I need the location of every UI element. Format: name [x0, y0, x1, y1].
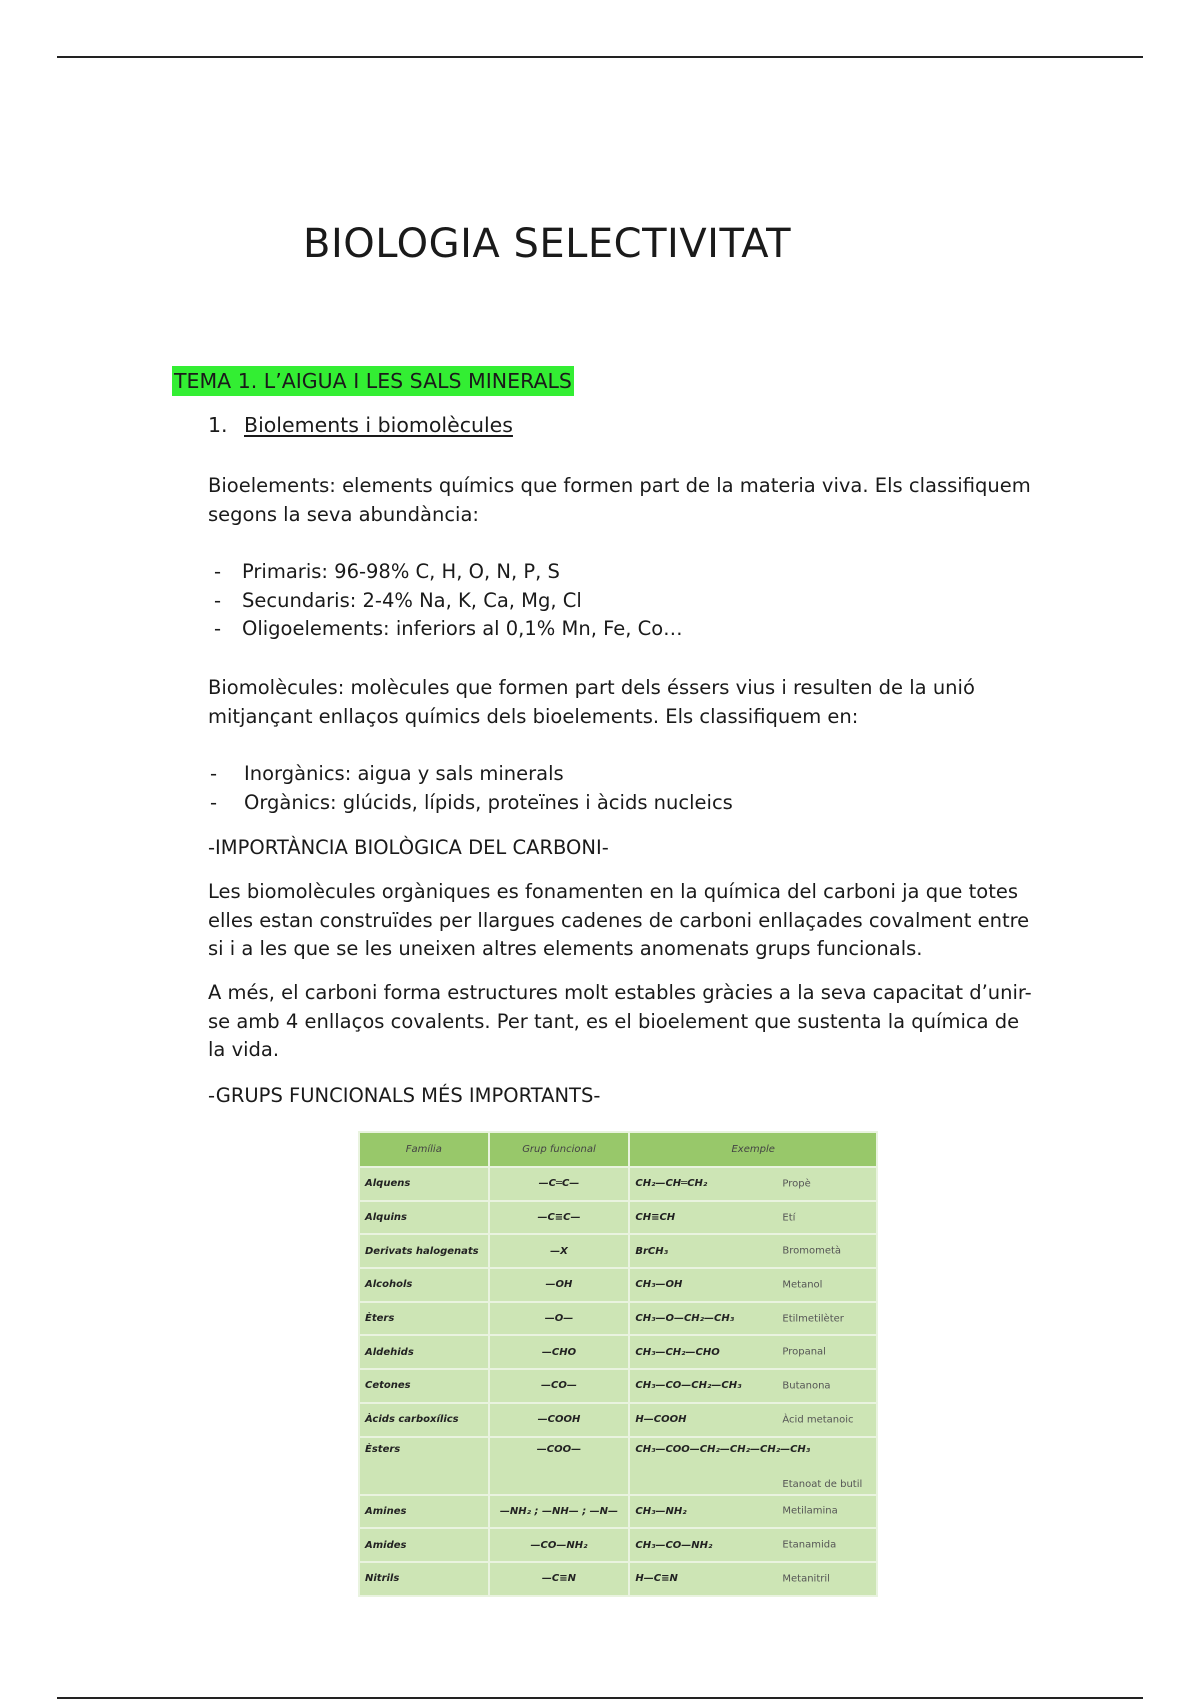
cell-grup: —C≡C—	[489, 1201, 630, 1235]
example-formula: CH₃—O—CH₂—CH₃	[635, 1313, 735, 1325]
cell-exemple	[629, 1562, 877, 1596]
table-row	[359, 1234, 877, 1268]
cell-familia: Èsters	[359, 1437, 489, 1495]
section-number: 1.	[208, 413, 228, 437]
cell-exemple	[629, 1335, 877, 1369]
cell-familia: Èters	[359, 1302, 489, 1336]
cell-exemple	[629, 1302, 877, 1336]
section-heading	[208, 413, 513, 437]
example-formula: CH₃—NH₂	[635, 1505, 687, 1517]
biomolecules-list	[208, 760, 733, 817]
cell-grup: —X	[489, 1234, 630, 1268]
table-row	[359, 1302, 877, 1336]
cell-grup: —COO—	[489, 1437, 630, 1495]
example-name: Etanamida	[782, 1539, 837, 1551]
top-rule	[57, 56, 1143, 58]
cell-familia: Àcids carboxílics	[359, 1403, 489, 1437]
functional-groups-table	[358, 1131, 878, 1597]
table-row	[359, 1201, 877, 1235]
tema-heading: TEMA 1. L’AIGUA I LES SALS MINERALS	[172, 366, 574, 396]
cell-familia: Aldehids	[359, 1335, 489, 1369]
cell-grup: —NH₂ ; —NH— ; —N—	[489, 1495, 630, 1529]
cell-grup: —C≡N	[489, 1562, 630, 1596]
bioelements-list	[214, 558, 683, 644]
table-row	[359, 1335, 877, 1369]
example-formula: CH₃—CO—CH₂—CH₃	[635, 1380, 742, 1392]
header-exemple: Exemple	[629, 1132, 877, 1167]
cell-familia: Cetones	[359, 1369, 489, 1403]
example-name: Metanitril	[782, 1573, 830, 1585]
cell-exemple	[629, 1234, 877, 1268]
cell-familia: Alquins	[359, 1201, 489, 1235]
example-name: Etanoat de butil	[782, 1478, 863, 1490]
example-name: Etilmetilèter	[782, 1313, 844, 1325]
section-title: Biolements i biomolècules	[244, 413, 513, 437]
table-row	[359, 1528, 877, 1562]
cell-familia: Nitrils	[359, 1562, 489, 1596]
header-grup: Grup funcional	[489, 1132, 630, 1167]
example-formula: CH₃—CH₂—CHO	[635, 1346, 720, 1358]
cell-grup: —CO—	[489, 1369, 630, 1403]
cell-grup: —CHO	[489, 1335, 630, 1369]
cell-familia: Alquens	[359, 1167, 489, 1201]
table-body	[359, 1167, 877, 1596]
example-name: Metilamina	[782, 1505, 838, 1517]
example-formula: CH₃—CO—NH₂	[635, 1539, 713, 1551]
list-item: - Oligoelements: inferiors al 0,1% Mn, Fe, Co…	[214, 617, 683, 640]
header-familia: Família	[359, 1132, 489, 1167]
carboni-paragraph-2: A més, el carboni forma estructures molt estables gràcies a la seva capacitat d’unir-se amb 4 enllaços covalents. Per tant, es el bioelement que sustenta la química de la vida.	[208, 981, 1032, 1061]
example-formula: CH≡CH	[635, 1212, 676, 1224]
page-title: BIOLOGIA SELECTIVITAT	[303, 221, 791, 267]
list-item: - Inorgànics: aigua y sals minerals	[210, 762, 564, 785]
carboni-heading: -IMPORTÀNCIA BIOLÒGICA DEL CARBONI-	[208, 836, 609, 859]
list-item: - Primaris: 96-98% C, H, O, N, P, S	[214, 560, 560, 583]
example-formula: BrCH₃	[635, 1245, 669, 1257]
example-formula: CH₂—CH═CH₂	[635, 1178, 708, 1190]
biomolecules-paragraph: Biomolècules: molècules que formen part dels éssers vius i resulten de la unió mitjançant enllaços químics dels bioelements. Els classifiquem en:	[208, 676, 975, 728]
table-row	[359, 1268, 877, 1302]
example-name: Metanol	[782, 1279, 823, 1291]
carboni-paragraph-1: Les biomolècules orgàniques es fonamenten en la química del carboni ja que totes elles estan construïdes per llargues cadenes de carboni enllaçades covalment entre si i a les que se les uneixen altres elements anomenats grups funcionals.	[208, 880, 1030, 960]
cell-grup: —COOH	[489, 1403, 630, 1437]
cell-familia: Amines	[359, 1495, 489, 1529]
cell-familia: Derivats halogenats	[359, 1234, 489, 1268]
cell-grup: —O—	[489, 1302, 630, 1336]
table-row	[359, 1495, 877, 1529]
bioelements-paragraph: Bioelements: elements químics que formen part de la materia viva. Els classifiquem segons la seva abundància:	[208, 474, 1031, 526]
example-formula: CH₃—OH	[635, 1279, 683, 1291]
table-row	[359, 1369, 877, 1403]
example-name: Bromometà	[782, 1245, 842, 1257]
cell-grup: —OH	[489, 1268, 630, 1302]
example-name: Propè	[782, 1178, 811, 1190]
cell-familia: Amides	[359, 1528, 489, 1562]
example-name: Etí	[782, 1212, 796, 1224]
cell-grup: —C═C—	[489, 1167, 630, 1201]
cell-exemple	[629, 1369, 877, 1403]
table-row	[359, 1562, 877, 1596]
cell-exemple	[629, 1528, 877, 1562]
cell-familia: Alcohols	[359, 1268, 489, 1302]
grups-heading: -GRUPS FUNCIONALS MÉS IMPORTANTS-	[208, 1084, 601, 1107]
cell-exemple	[629, 1495, 877, 1529]
example-name: Àcid metanoic	[782, 1414, 854, 1426]
cell-exemple	[629, 1403, 877, 1437]
cell-exemple	[629, 1201, 877, 1235]
example-name: Butanona	[782, 1380, 831, 1392]
table-row	[359, 1403, 877, 1437]
bottom-rule	[57, 1697, 1143, 1699]
table-row	[359, 1167, 877, 1201]
cell-exemple	[629, 1167, 877, 1201]
table-row	[359, 1437, 877, 1495]
example-name: Propanal	[782, 1346, 826, 1358]
example-formula: CH₃—COO—CH₂—CH₂—CH₂—CH₃	[635, 1443, 811, 1455]
cell-grup: —CO—NH₂	[489, 1528, 630, 1562]
table-header-row	[359, 1132, 877, 1167]
example-formula: H—COOH	[635, 1414, 687, 1426]
list-item: - Secundaris: 2-4% Na, K, Ca, Mg, Cl	[214, 588, 582, 612]
cell-exemple	[629, 1268, 877, 1302]
list-item: - Orgànics: glúcids, lípids, proteïnes i àcids nucleics	[210, 790, 733, 814]
cell-exemple	[629, 1437, 877, 1495]
example-formula: H—C≡N	[635, 1573, 678, 1585]
